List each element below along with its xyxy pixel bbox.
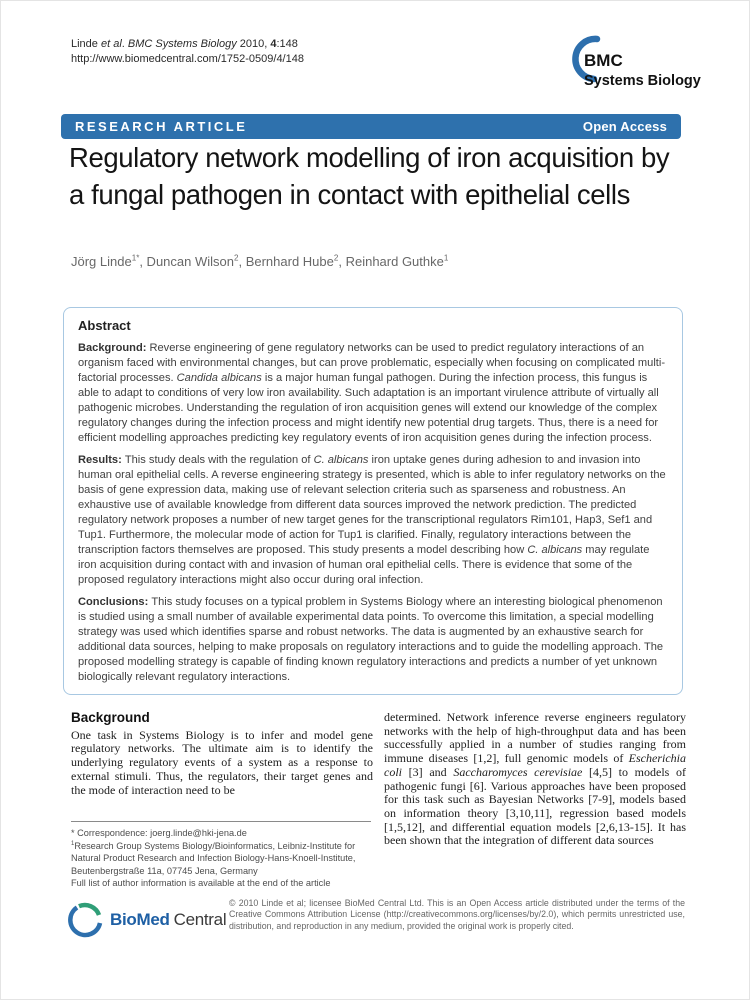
body-left-paragraph: One task in Systems Biology is to infer and model gene regulatory networks. The ultimate aim is to identify the underlying regulatory events of a system as a response to external stimuli. Thus, the regulators, their target genes and the mode of interaction need to be	[71, 727, 373, 797]
body-left-column	[71, 711, 373, 797]
abstract-heading: Abstract	[78, 318, 131, 333]
abstract-conclusions-paragraph: Conclusions: This study focuses on a typical problem in Systems Biology where an interesting biological phenomenon is studied using a small number of available experimental data points. To overcome this limitation, a special modelling strategy was used which identifies sparse and robust networks. The data is augmented by an exhaustive search for additional data sources, helping to make proposals on regulatory interactions and to guide the modelling approach. The proposed modelling strategy is capable of finding known regulatory interactions and predicts a number of yet unknown biologically relevant regulatory interactions.	[78, 596, 664, 683]
abstract-results-paragraph: Results: This study deals with the regulation of C. albicans iron uptake genes during adhesion to and invasion into human oral epithelial cells. A reverse engineering strategy is presented, which is able to infer regulatory networks on the basis of gene expression data, making use of relevant selection criteria such as sparseness and robustness. An exhaustive use of available knowledge from different data sources improved the network prediction. The predicted regulatory network proposes a number of new target genes for the transcriptional regulators Rim101, Hap3, Sef1 and Tup1. Furthermore, the molecular mode of action for Tup1 is clarified. Finally, regulatory interactions between the transcription factors themselves are proposed. This study presents a model describing how C. albicans may regulate iron acquisition during contact with and invasion of human oral epithelial cells. There is evidence that some of the proposed regulatory interactions might also occur during oral infection.	[78, 454, 666, 586]
authors-line: Jörg Linde$^{1*}$, Duncan Wilson$^2$, Bernhard Hube$^2$, Reinhard Guthke$^1$	[71, 253, 449, 269]
author-info-note: Full list of author information is available at the end of the article	[71, 878, 331, 889]
body-right-column	[384, 711, 686, 848]
footnote-divider	[71, 821, 371, 822]
section-heading-background: Background	[71, 710, 150, 725]
journal-logo-name: Systems Biology	[584, 73, 701, 89]
body-right-paragraph: determined. Network inference reverse engineers regulatory networks with the help of high-throughput data and has been successfully applied in a number of studies ranging from immune diseases [1,2], full genomic models of Escherichia coli [3] and Saccharomyces cerevisiae [4,5] to models of pathogenic fungi [6]. Various approaches have been proposed for this task such as Bayesian Networks [7-9], models based on information theory [3,10,11], regression based models [1,5,12], and differential equation models [2,6,13-15]. It has been shown that the integration of different data sources	[384, 710, 686, 848]
abstract-background-paragraph: Background: Reverse engineering of gene regulatory networks can be used to predict regulatory interactions of an organism faced with environmental changes, but can prove problematic, especially when focusing on complicated multi-factorial processes. Candida albicans is a major human fungal pathogen. During the infection process, this fungus is able to adapt to conditions of very low iron availability. Such adaptation is an important virulence attribute of virtually all pathogenic microbes. Understanding the regulation of iron acquisition genes will extend our knowledge of the complex regulatory changes during the infection process and might identify new potential drug targets. Thus, there is a need for efficient modelling approaches predicting key regulatory events of iron acquisition genes during the infection process.	[78, 342, 666, 444]
biomed-central-logo	[67, 900, 226, 940]
article-type-banner	[61, 114, 681, 139]
journal-logo	[564, 29, 701, 99]
page-title: Regulatory network modelling of iron acquisition by a fungal pathogen in contact with epithelial cells	[69, 142, 670, 210]
central-wordmark: Central	[173, 910, 227, 929]
citation-url: http://www.biomedcentral.com/1752-0509/4/148	[71, 53, 304, 65]
footnotes-block	[71, 821, 373, 890]
biomed-central-circle-icon	[67, 902, 103, 938]
correspondence-note: * Correspondence: joerg.linde@hki-jena.de	[71, 828, 247, 838]
citation: Linde et al. BMC Systems Biology 2010, 4:148	[71, 38, 298, 50]
article-type-label: RESEARCH ARTICLE	[75, 119, 248, 134]
open-access-label: Open Access	[582, 119, 667, 134]
header-citation-block	[71, 37, 304, 67]
biomed-wordmark: BioMed	[110, 910, 170, 929]
abstract-box	[63, 307, 683, 695]
journal-logo-bmc: BMC	[584, 51, 623, 70]
copyright-text: © 2010 Linde et al; licensee BioMed Central Ltd. This is an Open Access article distributed under the terms of the Creative Commons Attribution License (http://creativecommons.org/licenses/by/2.0), which permits unrestricted use, distribution, and reproduction in any medium, provided the original work is properly cited.	[229, 898, 685, 931]
affiliation-note: $^1$Research Group Systems Biology/Bioinformatics, Leibniz-Institute for Natural Product Research and Infection Biology-Hans-Knoell-Institute, Beutenbergstraße 11a, 07745 Jena, Germany	[71, 840, 356, 876]
